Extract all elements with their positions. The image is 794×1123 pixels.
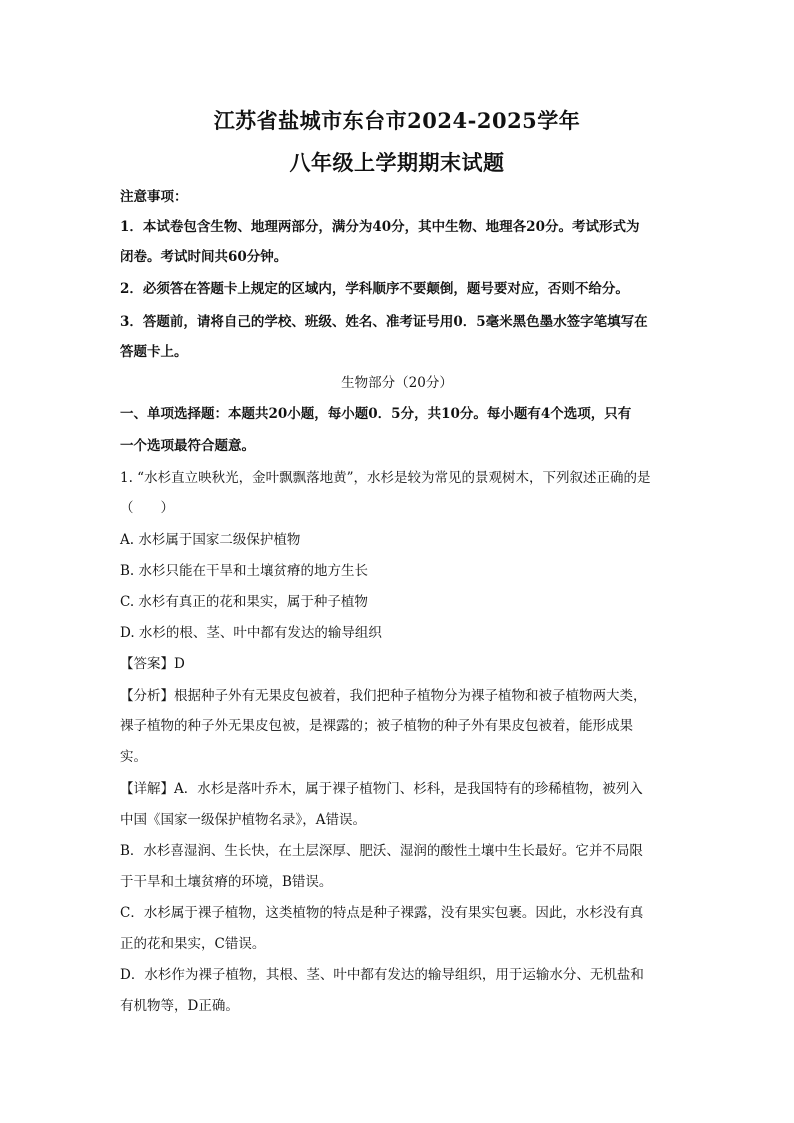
question1-option-b: B. 水杉只能在干旱和土壤贫瘠的地方生长 [120,563,369,579]
section-instructions-line1: 一、单项选择题：本题共20小题，每小题0．5分，共10分。每小题有4个选项，只有 [120,406,632,422]
question1-detail-line8: 有机物等，D正确。 [120,998,239,1014]
section-title: 生物部分（20分） [341,375,453,391]
exam-title-line1: 江苏省盐城市东台市2024-2025学年 [213,108,581,133]
section-instructions-line2: 一个选项最符合题意。 [120,438,255,454]
notice-item1-line1: 1．本试卷包含生物、地理两部分，满分为40分，其中生物、地理各20分。考试形式为 [120,219,640,235]
notice-item1-line2: 闭卷。考试时间共60分钟。 [120,249,288,265]
question1-option-d: D. 水杉的根、茎、叶中都有发达的输导组织 [120,625,382,641]
question1-analysis-line3: 实。 [120,749,147,765]
notice-heading: 注意事项： [120,189,188,205]
notice-item3-line2: 答题卡上。 [120,344,188,360]
question1-analysis-line1: 【分析】根据种子外有无果皮包被着，我们把种子植物分为裸子植物和被子植物两大类， [120,688,647,704]
question1-option-a: A. 水杉属于国家二级保护植物 [120,532,301,548]
notice-item3-line1: 3．答题前，请将自己的学校、班级、姓名、准考证号用0．5毫米黑色墨水签字笔填写在 [120,314,648,330]
question1-stem-line2: （ ） [120,500,174,516]
question1-detail-line1: 【详解】A．水杉是落叶乔木，属于裸子植物门、杉科，是我国特有的珍稀植物，被列入 [120,781,643,797]
question1-detail-line3: B．水杉喜湿润、生长快，在土层深厚、肥沃、湿润的酸性土壤中生长最好。它并不局限 [120,843,643,859]
notice-item2: 2．必须答在答题卡上规定的区域内，学科顺序不要颠倒，题号要对应，否则不给分。 [120,281,629,297]
question1-detail-line6: 正的花和果实，C错误。 [120,936,266,952]
question1-stem-line1: 1. “水杉直立映秋光，金叶飘飘落地黄”，水杉是较为常见的景观树木，下列叙述正确的是 [120,470,651,486]
question1-answer: 【答案】D [120,656,185,672]
question1-detail-line7: D．水杉作为裸子植物，其根、茎、叶中都有发达的输导组织，用于运输水分、无机盐和 [120,967,644,983]
question1-detail-line4: 于干旱和土壤贫瘠的环境，B错误。 [120,874,333,890]
exam-title-line2: 八年级上学期期末试题 [289,150,505,175]
question1-detail-line5: C．水杉属于裸子植物，这类植物的特点是种子裸露，没有果实包裹。因此，水杉没有真 [120,905,644,921]
question1-analysis-line2: 裸子植物的种子外无果皮包被，是裸露的；被子植物的种子外有果皮包被着，能形成果 [120,718,633,734]
question1-option-c: C. 水杉有真正的花和果实，属于种子植物 [120,594,368,610]
question1-detail-line2: 中国《国家一级保护植物名录》，A错误。 [120,812,366,828]
